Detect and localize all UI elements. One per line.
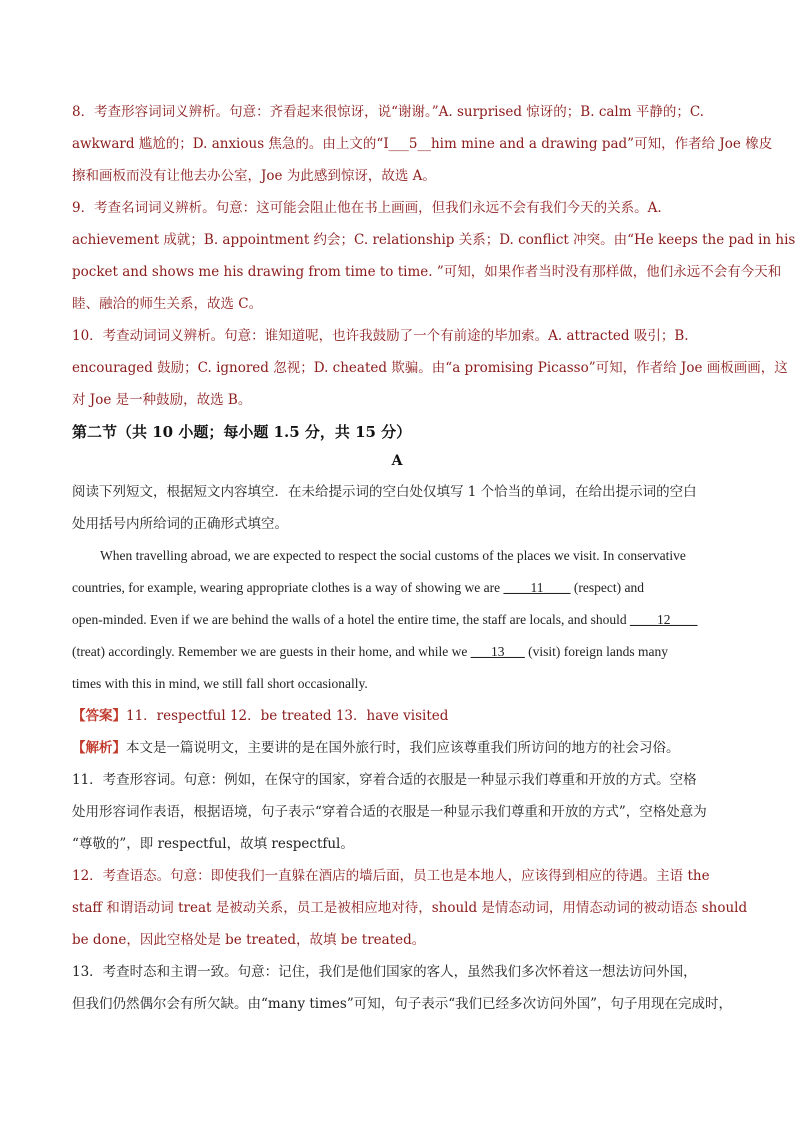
passage-text: countries, for example, wearing appropriate clothes is a way of showing we are	[72, 580, 504, 595]
blank-12: ____12____	[629, 612, 698, 627]
analysis-11-line-1: 11．考查形容词。句意：例如，在保守的国家，穿着合适的衣服是一种显示我们尊重和开放的方式。空格	[72, 772, 697, 788]
answer-line	[72, 700, 722, 732]
analysis-13-line-1: 13．考查时态和主谓一致。句意：记住，我们是他们国家的客人，虽然我们多次怀着这一想法访问外国，	[72, 964, 697, 980]
instruction-line-1: 阅读下列短文，根据短文内容填空．在未给提示词的空白处仅填写 1 个恰当的单词，在给出提示词的空白	[72, 484, 697, 500]
passage-line-2	[72, 572, 722, 604]
analysis-tag: 【解析】	[72, 740, 126, 756]
passage-text: (treat) accordingly. Remember we are guests in their home, and while we	[72, 644, 471, 659]
q8-line-3: 擦和画板而没有让他去办公室，Joe 为此感到惊讶，故选 A。	[72, 168, 436, 184]
passage-line-3	[72, 604, 722, 636]
analysis-12-line-2: staff 和谓语动词 treat 是被动关系，员工是被相应地对待，should 是情态动词，用情态动词的被动语态 should	[72, 900, 748, 916]
analysis-11-line-2: 处用形容词作表语，根据语境，句子表示“穿着合适的衣服是一种显示我们尊重和开放的方式”，空格处意为	[72, 804, 707, 820]
answer-text: 11．respectful 12．be treated 13．have visited	[126, 708, 449, 724]
part-label: A	[391, 453, 403, 469]
analysis-11-line-3: “尊敬的”，即 respectful，故填 respectful。	[72, 836, 354, 852]
q8-line-2: awkward 尴尬的；D. anxious 焦急的。由上文的“I___5__him mine and a drawing pad”可知，作者给 Joe 橡皮	[72, 136, 773, 152]
analysis-13-line-2: 但我们仍然偶尔会有所欠缺。由“many times”可知，句子表示“我们已经多次访问外国”，句子用现在完成时，	[72, 996, 733, 1012]
section-title: 第二节（共 10 小题；每小题 1.5 分，共 15 分）	[72, 423, 412, 441]
passage-line-4	[72, 636, 722, 668]
blank-11: ____11____	[503, 580, 571, 595]
q9-line-1: 9．考查名词词义辨析。句意：这可能会阻止他在书上画画，但我们永远不会有我们今天的关系。A.	[72, 200, 662, 216]
q8-line-1: 8．考查形容词词义辨析。句意：齐看起来很惊讶，说“谢谢。”A. surprised 惊讶的；B. calm 平静的；C.	[72, 104, 704, 120]
q9-line-2: achievement 成就；B. appointment 约会；C. relationship 关系；D. conflict 冲突。由“He keeps the pad in his	[72, 232, 795, 248]
q9-line-4: 睦、融洽的师生关系，故选 C。	[72, 296, 263, 312]
q10-line-3: 对 Joe 是一种鼓励，故选 B。	[72, 392, 252, 408]
passage-line-5: times with this in mind, we still fall short occasionally.	[72, 676, 368, 691]
q9-line-3: pocket and shows me his drawing from time to time. ”可知，如果作者当时没有那样做，他们永远不会有今天和	[72, 264, 782, 280]
analysis-12-line-3: be done，因此空格处是 be treated，故填 be treated。	[72, 932, 426, 948]
q10-line-1: 10．考查动词词义辨析。句意：谁知道呢，也许我鼓励了一个有前途的毕加索。A. attracted 吸引；B.	[72, 328, 689, 344]
passage-text: open-minded. Even if we are behind the walls of a hotel the entire time, the staff are locals, and should	[72, 612, 630, 627]
passage-text: (respect) and	[570, 580, 644, 595]
q10-line-2: encouraged 鼓励；C. ignored 忽视；D. cheated 欺骗。由“a promising Picasso”可知，作者给 Joe 画板画画，这	[72, 360, 788, 376]
analysis-12-line-1: 12．考查语态。句意：即使我们一直躲在酒店的墙后面，员工也是本地人，应该得到相应的待遇。主语 the	[72, 868, 710, 884]
passage-line-1: When travelling abroad, we are expected to respect the social customs of the places we visit. In conservative	[100, 548, 686, 563]
blank-13: ___13___	[470, 644, 525, 659]
analysis-intro-line	[72, 732, 722, 764]
analysis-intro: 本文是一篇说明文，主要讲的是在国外旅行时，我们应该尊重我们所访问的地方的社会习俗。	[126, 740, 680, 756]
answer-tag: 【答案】	[72, 708, 126, 724]
passage-text: (visit) foreign lands many	[524, 644, 668, 659]
instruction-line-2: 处用括号内所给词的正确形式填空。	[72, 516, 288, 532]
